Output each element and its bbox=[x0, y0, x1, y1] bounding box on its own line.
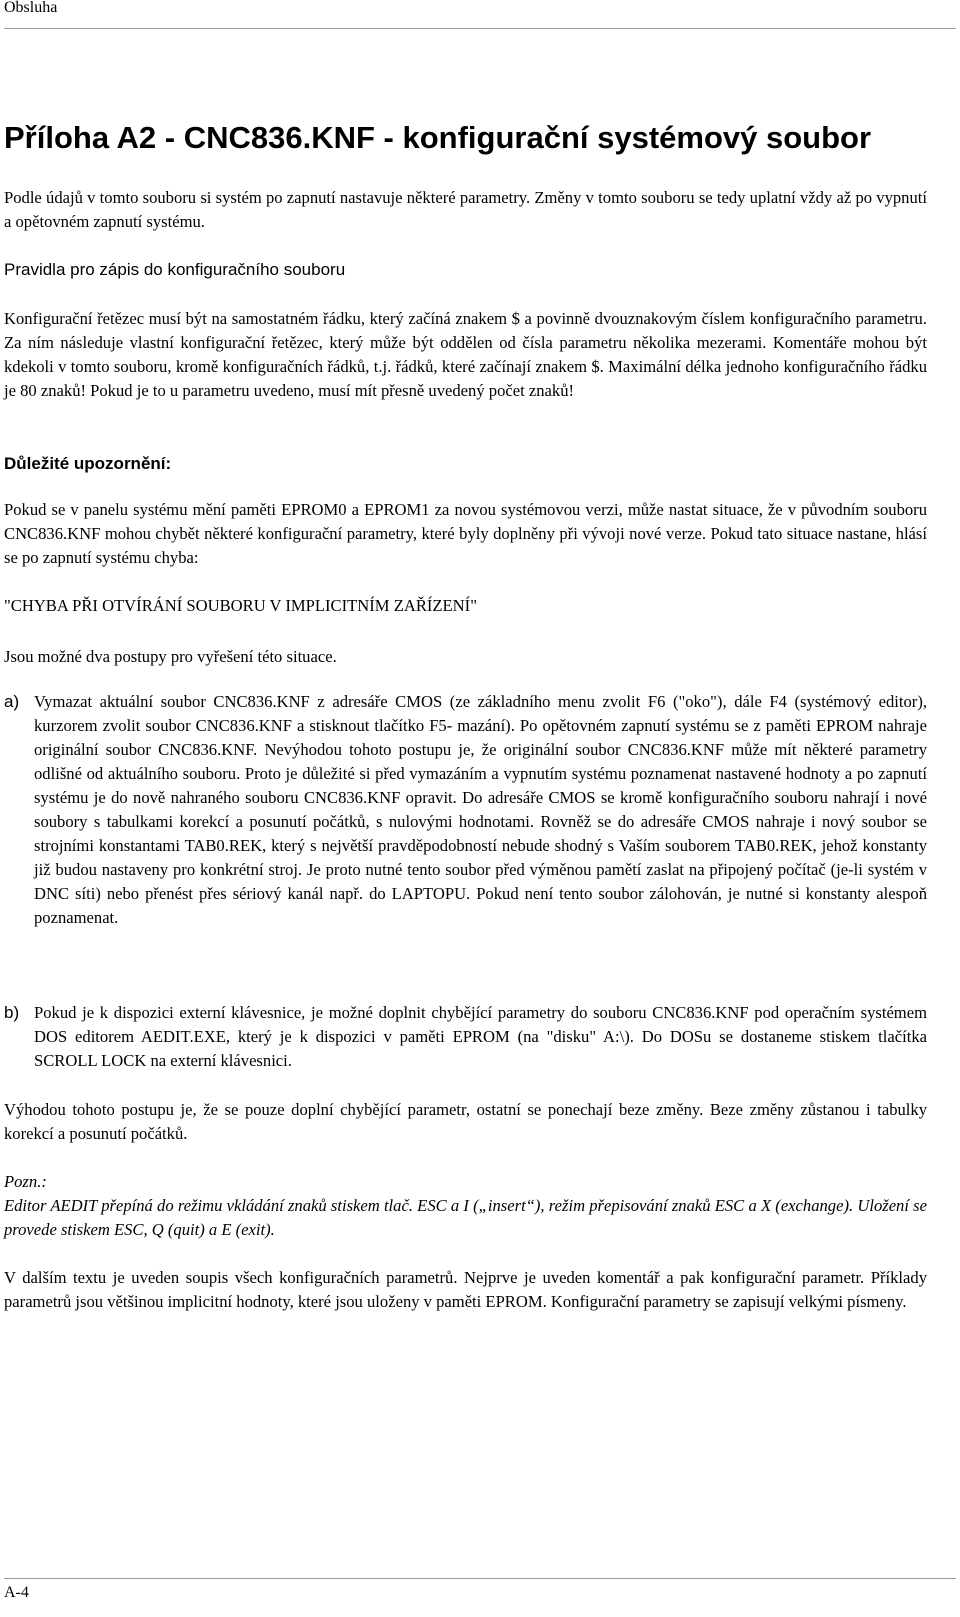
note-label: Pozn.: bbox=[4, 1172, 47, 1191]
option-b-marker: b) bbox=[4, 1003, 20, 1022]
footer-divider bbox=[4, 1578, 956, 1579]
warning-paragraph: Pokud se v panelu systému mění paměti EPROM0 a EPROM1 za novou systémovou verzi, může nastat situace, že v původním souboru CNC836.KNF mohou chybět některé konfigurační parametry, které byly doplněny při vývoji nové verze. Pokud tato situace nastane, hlásí se po zapnutí systému chyba: bbox=[4, 500, 927, 567]
closing-paragraph: V dalším textu je uveden soupis všech konfiguračních parametrů. Nejprve je uveden komentář a pak konfigurační parametr. Příklady parametrů jsou většinou implicitní hodnoty, které jsou uloženy v paměti EPROM. Konfigurační parametry se zapisují velkými písmeny. bbox=[4, 1268, 927, 1311]
intro-paragraph: Podle údajů v tomto souboru si systém po zapnutí nastavuje některé parametry. Změny v tomto souboru se tedy uplatní vždy až po vypnutí a opětovném zapnutí systému. bbox=[4, 188, 927, 231]
header-divider bbox=[4, 28, 956, 29]
error-message: "CHYBA PŘI OTVÍRÁNÍ SOUBORU V IMPLICITNÍM ZAŘÍZENÍ" bbox=[4, 596, 477, 615]
page-header-section: Obsluha bbox=[4, 0, 58, 16]
rules-paragraph: Konfigurační řetězec musí být na samostatném řádku, který začíná znakem $ a povinně dvouznakovým číslem konfiguračního parametru. Za ním následuje vlastní konfigurační řetězec, který může být oddělen od čísla parametru několika mezerami. Komentáře mohou být kdekoli v tomto souboru, kromě konfiguračních řádků, t.j. řádků, které začínají znakem $. Maximální délka jednoho konfiguračního řádku je 80 znaků! Pokud je to u parametru uvedeno, musí mít přesně uvedený počet znaků! bbox=[4, 309, 927, 400]
rules-heading: Pravidla pro zápis do konfiguračního souboru bbox=[4, 260, 346, 279]
page-title: Příloha A2 - CNC836.KNF - konfigurační systémový soubor bbox=[4, 120, 872, 155]
page-number: A-4 bbox=[4, 1584, 29, 1601]
note-text: Editor AEDIT přepíná do režimu vkládání znaků stiskem tlač. ESC a I („insert“), režim přepisování znaků ESC a X (exchange). Uložení se provede stiskem ESC, Q (quit) a E (exit). bbox=[4, 1196, 927, 1239]
warning-heading: Důležité upozornění: bbox=[4, 454, 172, 473]
option-a-text: Vymazat aktuální soubor CNC836.KNF z adresáře CMOS (ze základního menu zvolit F6 ("oko"), dále F4 (systémový editor), kurzorem zvolit soubor CNC836.KNF a stisknout tlačítko F5- mazání). Po opětovném zapnutí systému se z paměti EPROM nahraje originální soubor CNC836.KNF. Nevýhodou tohoto postupu je, že originální soubor CNC836.KNF může mít některé parametry odlišné od aktuálního souboru. Proto je důležité si před vymazáním a vypnutím systému poznamenat nastavené hodnoty a po zapnutí systému je do nově nahraného souboru CNC836.KNF opravit. Do adresáře CMOS se kromě konfiguračního souboru nahrají i nové soubory s tabulkami korekcí a posunutí počátků, s nulovými hodnotami. Rovněž se do adresáře CMOS nahraje i nový soubor se strojními konstantami TAB0.REK, který s největší pravděpodobností nebude shodný s Vaším souborem TAB0.REK, jehož konstanty již budou nastaveny pro konkrétní stroj. Je proto nutné tento soubor před výměnou pamětí zaslat na připojený počítač (je-li systém v DNC síti) nebo přenést přes sériový kanál např. do LAPTOPU. Pokud není tento soubor zálohován, je nutné si konstanty alespoň poznamenat. bbox=[34, 692, 927, 927]
options-intro: Jsou možné dva postupy pro vyřešení této situace. bbox=[4, 647, 337, 666]
option-b-text: Pokud je k dispozici externí klávesnice, je možné doplnit chybějící parametry do souboru CNC836.KNF pod operačním systémem DOS editorem AEDIT.EXE, který je k dispozici v paměti EPROM (na "disku" A:\). Do DOSu se dostaneme stiskem tlačítka SCROLL LOCK na externí klávesnici. bbox=[34, 1003, 927, 1070]
option-a-marker: a) bbox=[4, 692, 20, 711]
advantage-paragraph: Výhodou tohoto postupu je, že se pouze doplní chybějící parametr, ostatní se ponechají beze změny. Beze změny zůstanou i tabulky korekcí a posunutí počátků. bbox=[4, 1100, 927, 1143]
